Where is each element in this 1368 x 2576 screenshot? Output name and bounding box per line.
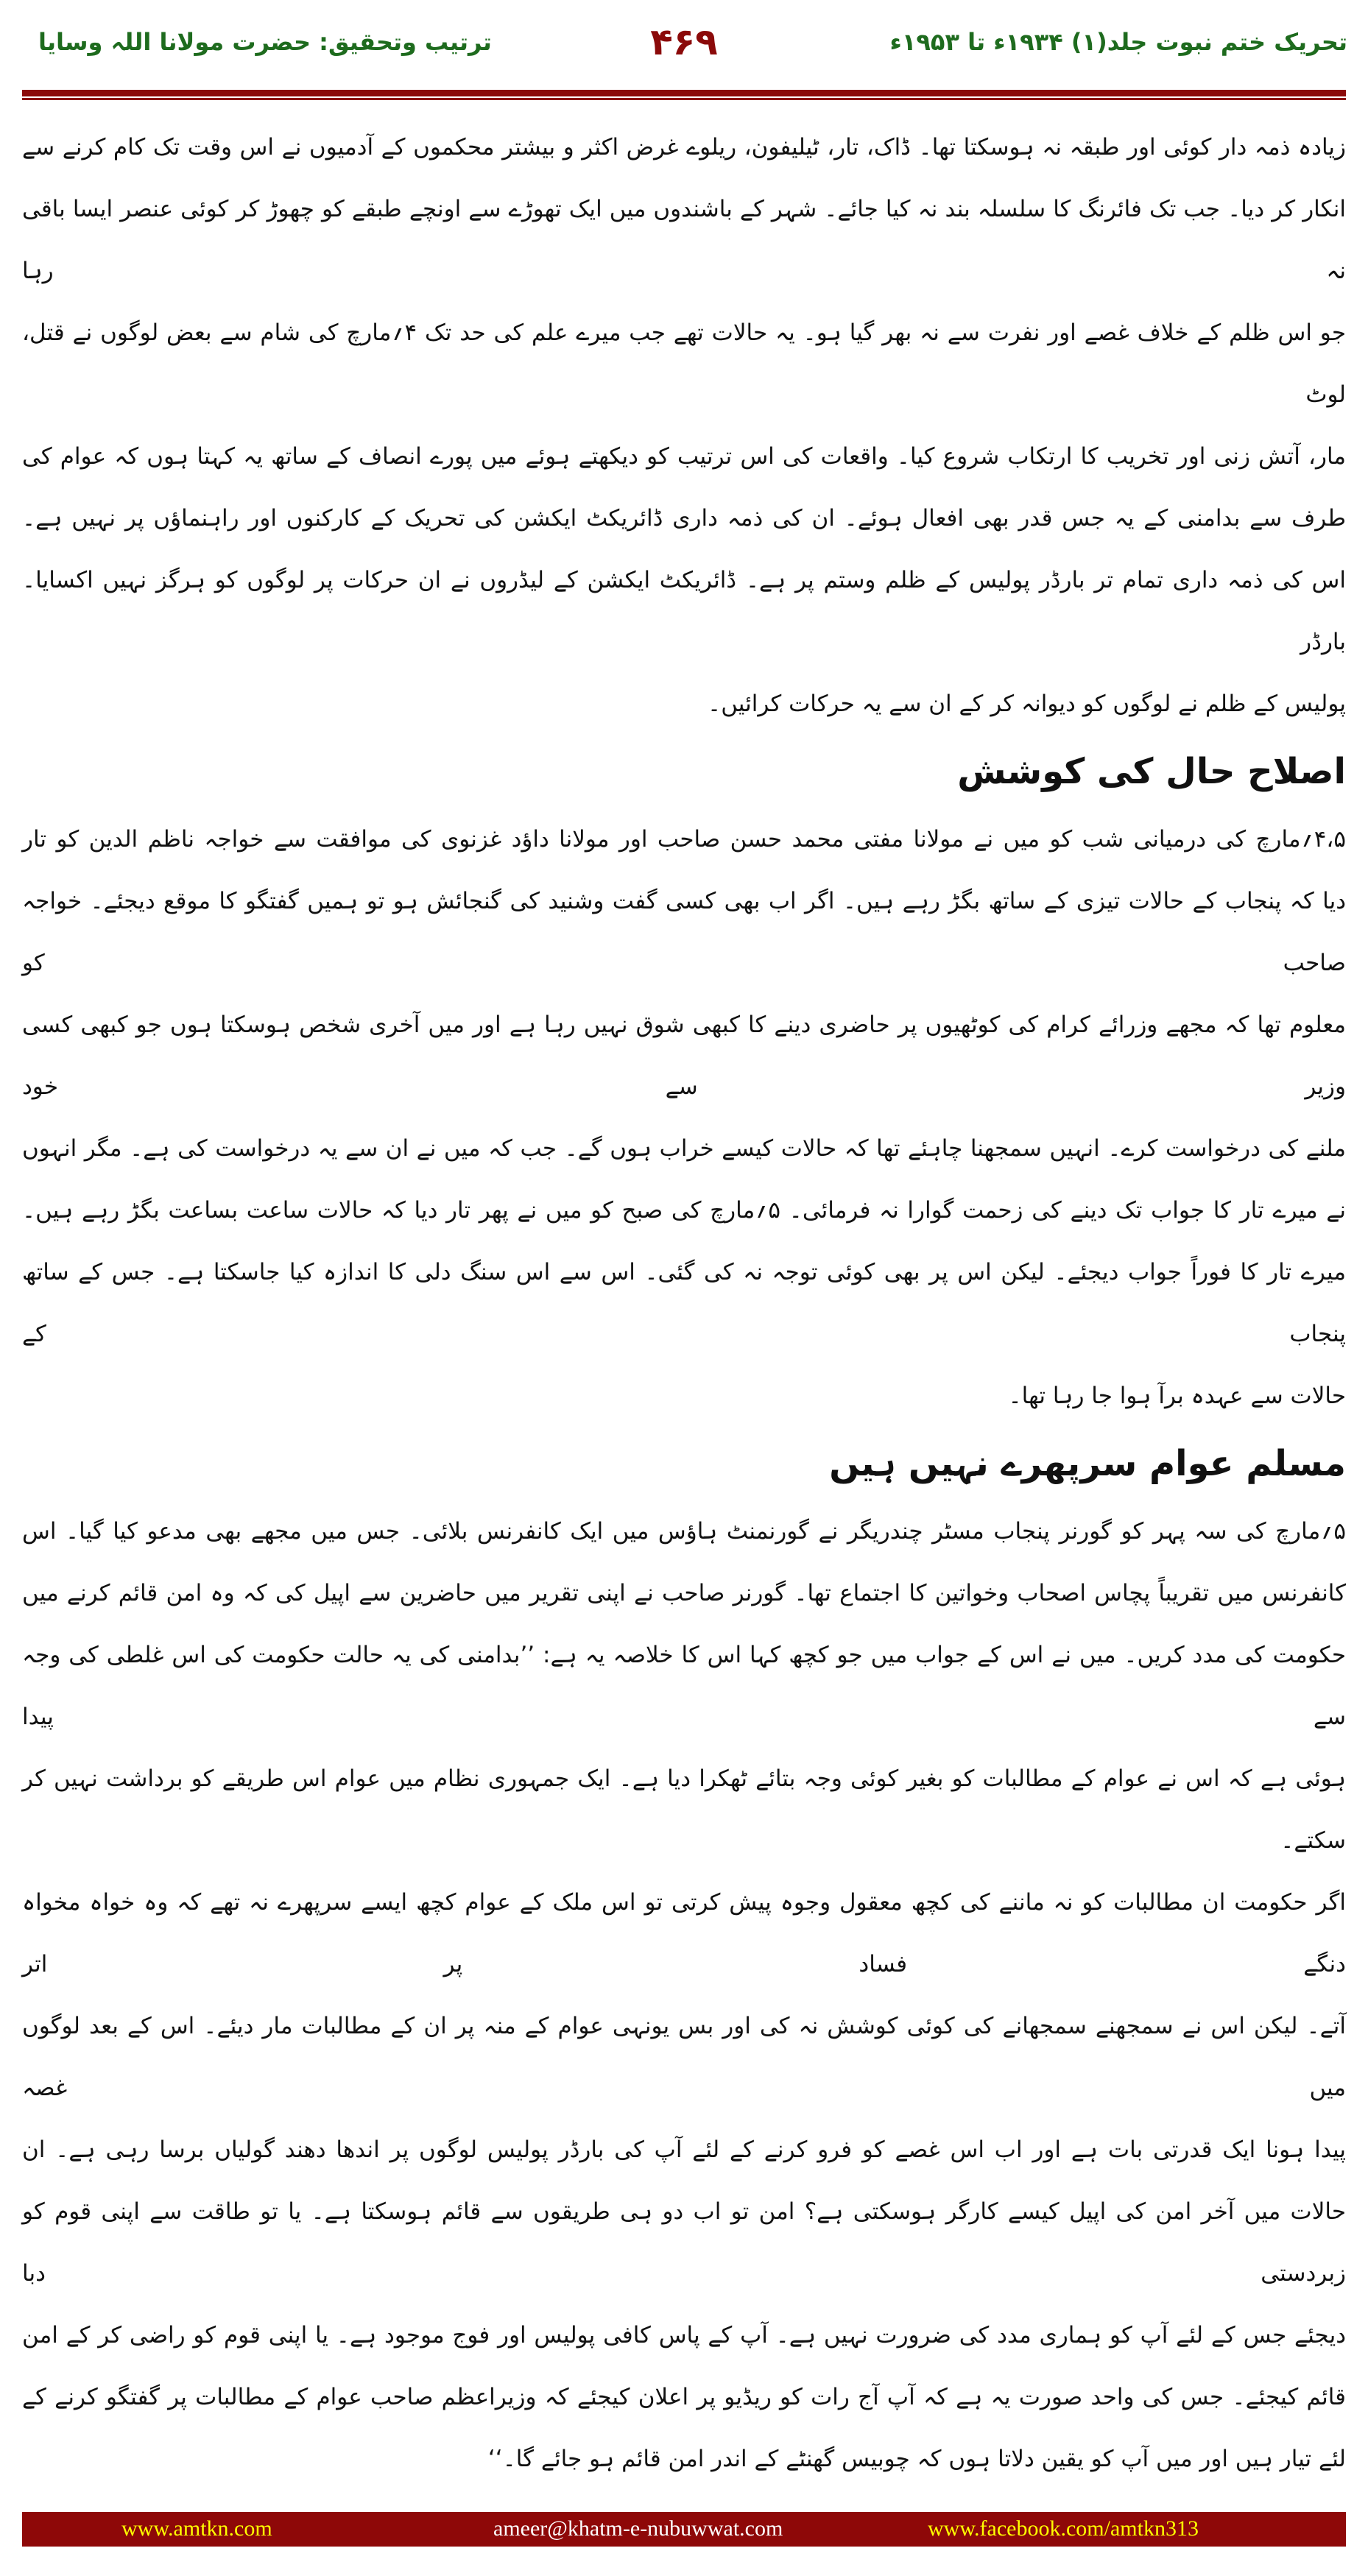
text-line: حالات میں آخر امن کی اپیل کیسے کارگر ہوسکتی ہے؟ امن تو اب دو ہی طریقوں سے قائم ہوسکتا ہے۔ یا تو طاقت سے اپنی قوم کو زبردستی دبا bbox=[22, 2198, 1346, 2287]
text-line: قائم کیجئے۔ جس کی واحد صورت یہ ہے کہ آپ آج رات کو ریڈیو پر اعلان کیجئے کہ وزیراعظم صاحب عوام کے مطالبات پر گفتگو کرنے کے bbox=[22, 2384, 1346, 2410]
page-number: ۴۶۹ bbox=[650, 21, 718, 63]
text-line: دیا کہ پنجاب کے حالات تیزی کے ساتھ بگڑ رہے ہیں۔ اگر اب بھی کسی گفت وشنید کی گنجائش ہو تو ہمیں گفتگو کا موقع دیجئے۔ خواجہ صاحب کو bbox=[22, 888, 1346, 976]
paragraph-1 bbox=[22, 116, 1346, 735]
text-line: اگر حکومت ان مطالبات کو نہ ماننے کی کچھ معقول وجوہ پیش کرتی تو اس ملک کے عوام کچھ ایسے سرپھرے نہ تھے کہ وہ خواہ مخواہ دنگے فساد پر اتر bbox=[22, 1889, 1346, 1977]
text-line: پیدا ہونا ایک قدرتی بات ہے اور اب اس غصے کو فرو کرنے کے لئے آپ کی بارڈر پولیس لوگوں پر اندھا دھند گولیاں برسا رہی ہے۔ ان bbox=[22, 2136, 1346, 2163]
text-line: حکومت کی مدد کریں۔ میں نے اس کے جواب میں جو کچھ کہا اس کا خلاصہ یہ ہے: ’’بدامنی کی یہ حالت حکومت کی اس غلطی کی وجہ سے پیدا bbox=[22, 1642, 1346, 1730]
text-line: ۵؍مارچ کی سہ پہر کو گورنر پنجاب مسٹر چندریگر نے گورنمنٹ ہاؤس میں ایک کانفرنس بلائی۔ جس میں مجھے بھی مدعو کیا گیا۔ اس bbox=[22, 1518, 1346, 1545]
text-line: پولیس کے ظلم نے لوگوں کو دیوانہ کر کے ان سے یہ حرکات کرائیں۔ bbox=[708, 691, 1346, 717]
header-rule-thick bbox=[22, 90, 1346, 96]
text-line: حالات سے عہدہ برآ ہوا جا رہا تھا۔ bbox=[1008, 1383, 1346, 1409]
page-content bbox=[22, 116, 1346, 2490]
compiler-credit: ترتیب وتحقیق: حضرت مولانا اللہ وسایا bbox=[38, 28, 492, 56]
footer-bar bbox=[22, 2512, 1346, 2547]
paragraph-3 bbox=[22, 1500, 1346, 2490]
facebook-link[interactable]: www.facebook.com/amtkn313 bbox=[928, 2516, 1199, 2541]
section-heading: اصلاح حال کی کوشش bbox=[957, 751, 1346, 792]
section-heading: مسلم عوام سرپھرے نہیں ہیں bbox=[829, 1443, 1346, 1484]
text-line: ملنے کی درخواست کرے۔ انہیں سمجھنا چاہئے تھا کہ حالات کیسے خراب ہوں گے۔ جب کہ میں نے ان سے یہ درخواست کی ہے۔ مگر انہوں bbox=[22, 1135, 1346, 1162]
text-line: جو اس ظلم کے خلاف غصے اور نفرت سے نہ بھر گیا ہو۔ یہ حالات تھے جب میرے علم کی حد تک ۴؍مارچ کی شام سے بعض لوگوں نے قتل، لوٹ bbox=[22, 320, 1346, 408]
text-line: لئے تیار ہیں اور میں آپ کو یقین دلاتا ہوں کہ چوبیس گھنٹے کے اندر امن قائم ہو جائے گا۔‘‘ bbox=[487, 2446, 1346, 2472]
text-line: دیجئے جس کے لئے آپ کو ہماری مدد کی ضرورت نہیں ہے۔ آپ کے پاس کافی پولیس اور فوج موجود ہے۔ یا اپنی قوم کو راضی کر کے امن bbox=[22, 2322, 1346, 2349]
text-line: زیادہ ذمہ دار کوئی اور طبقہ نہ ہوسکتا تھا۔ ڈاک، تار، ٹیلیفون، ریلوے غرض اکثر و بیشتر محکموں کے آدمیوں نے اس وقت تک کام کرنے سے bbox=[22, 134, 1346, 160]
book-title: تحریک ختم نبوت جلد(۱) ۱۹۳۴ء تا ۱۹۵۳ء bbox=[889, 28, 1347, 56]
text-line: ۴،۵؍مارچ کی درمیانی شب کو میں نے مولانا مفتی محمد حسن صاحب اور مولانا داؤد غزنوی کی موافقت سے خواجہ ناظم الدین کو تار bbox=[22, 826, 1346, 853]
paragraph-2 bbox=[22, 808, 1346, 1427]
text-line: مار، آتش زنی اور تخریب کا ارتکاب شروع کیا۔ واقعات کی اس ترتیب کو دیکھتے ہوئے میں پورے انصاف کے ساتھ یہ کہتا ہوں کہ عوام کی bbox=[22, 443, 1346, 470]
text-line: کانفرنس میں تقریباً پچاس اصحاب وخواتین کا اجتماع تھا۔ گورنر صاحب نے اپنی تقریر میں حاضرین سے اپیل کی کہ وہ امن قائم کرنے میں bbox=[22, 1580, 1346, 1606]
text-line: آتے۔ لیکن اس نے سمجھنے سمجھانے کی کوئی کوشش نہ کی اور بس یونہی عوام کے منہ پر ان کے مطالبات مار دیئے۔ اس کے بعد لوگوں میں غصہ bbox=[22, 2013, 1346, 2101]
header-rule-thin bbox=[22, 98, 1346, 100]
text-line: معلوم تھا کہ مجھے وزرائے کرام کی کوٹھیوں پر حاضری دینے کا کبھی شوق نہیں رہا ہے اور میں آخری شخص ہوسکتا ہوں جو کبھی کسی وزیر سے خود bbox=[22, 1012, 1346, 1100]
text-line: نے میرے تار کا جواب تک دینے کی زحمت گوارا نہ فرمائی۔ ۵؍مارچ کی صبح کو میں نے پھر تار دیا کہ حالات ساعت بساعت بگڑ رہے ہیں۔ bbox=[22, 1197, 1347, 1224]
text-line: اس کی ذمہ داری تمام تر بارڈر پولیس کے ظلم وستم پر ہے۔ ڈائریکٹ ایکشن کے لیڈروں نے ان حرکات پر لوگوں کو ہرگز نہیں اکسایا۔ بارڈر bbox=[22, 567, 1346, 655]
email-link[interactable]: ameer@khatm-e-nubuwwat.com bbox=[493, 2516, 783, 2541]
text-line: ہوئی ہے کہ اس نے عوام کے مطالبات کو بغیر کوئی وجہ بتائے ٹھکرا دیا ہے۔ ایک جمہوری نظام میں عوام اس طریقے کو برداشت نہیں کر سکتے۔ bbox=[22, 1765, 1346, 1854]
text-line: طرف سے بدامنی کے یہ جس قدر بھی افعال ہوئے۔ ان کی ذمہ داری ڈائریکٹ ایکشن کی تحریک کے کارکنوں اور راہنماؤں پر نہیں ہے۔ bbox=[22, 505, 1346, 532]
text-line: میرے تار کا فوراً جواب دیجئے۔ لیکن اس پر بھی کوئی توجہ نہ کی گئی۔ اس سے اس سنگ دلی کا اندازہ کیا جاسکتا ہے۔ جس کے ساتھ پنجاب کے bbox=[22, 1259, 1346, 1347]
page-header bbox=[0, 0, 1368, 90]
website-link[interactable]: www.amtkn.com bbox=[121, 2516, 272, 2541]
text-line: انکار کر دیا۔ جب تک فائرنگ کا سلسلہ بند نہ کیا جائے۔ شہر کے باشندوں میں ایک تھوڑے سے اونچے طبقے کو چھوڑ کر کوئی عنصر ایسا باقی نہ رہا bbox=[22, 196, 1346, 284]
